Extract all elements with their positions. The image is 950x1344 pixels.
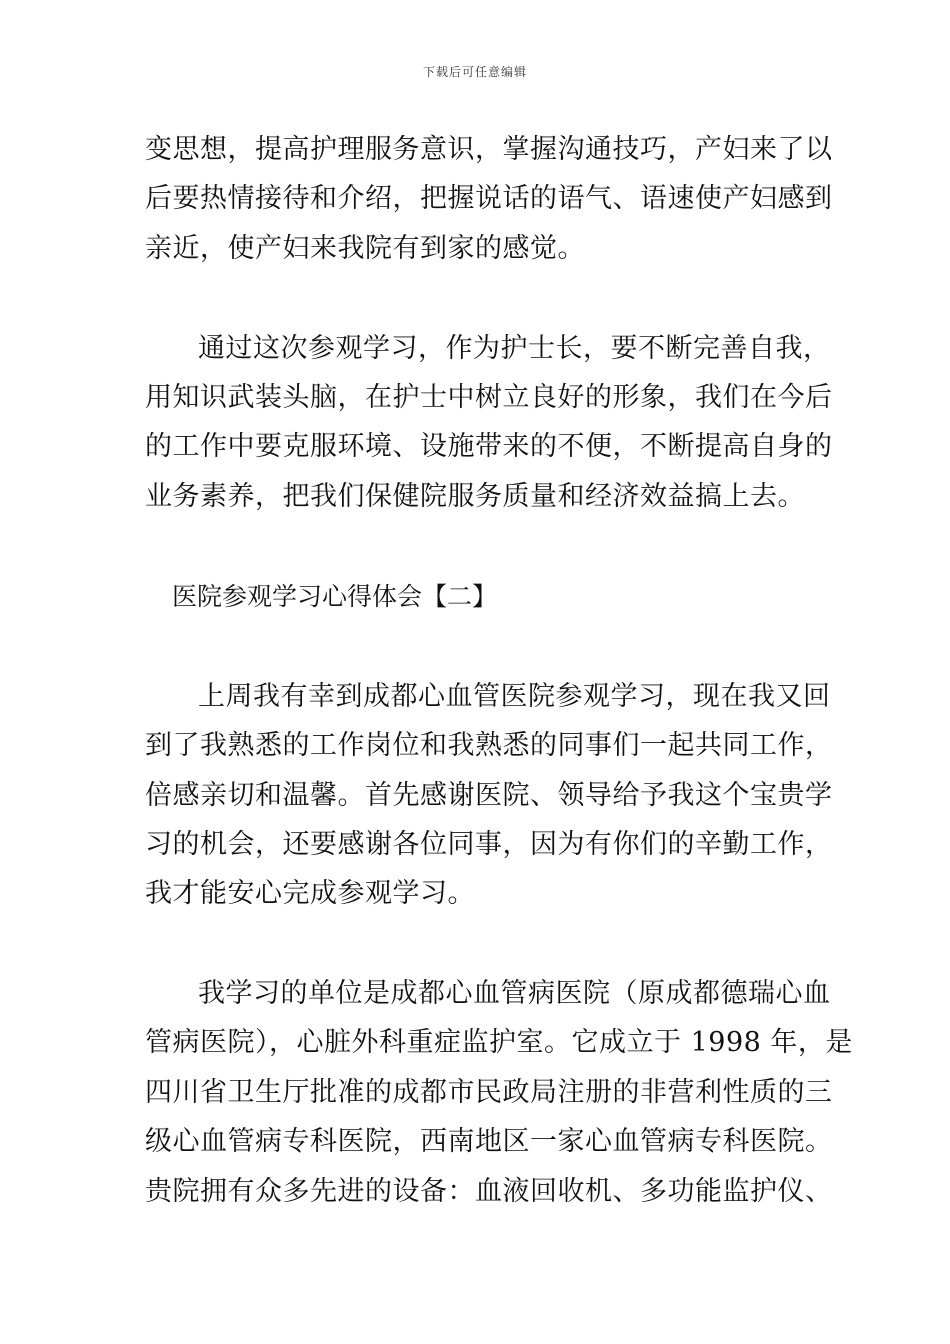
paragraph-1-line-2: 后要热情接待和介绍，把握说话的语气、语速使产妇感到: [145, 183, 833, 214]
paragraph-2-line-2: 用知识武装头脑，在护士中树立良好的形象，我们在今后: [145, 382, 833, 413]
paragraph-1-line-1: 变思想，提高护理服务意识，掌握沟通技巧，产妇来了以: [145, 134, 833, 165]
paragraph-4-line-4: 级心血管病专科医院，西南地区一家心血管病专科医院。: [145, 1126, 833, 1157]
header-note: 下载后可任意编辑: [422, 65, 527, 79]
paragraph-4-line-2: 管病医院），心脏外科重症监护室。它成立于 1998 年，是: [145, 1027, 853, 1058]
paragraph-4-line-3: 四川省卫生厅批准的成都市民政局注册的非营利性质的三: [145, 1077, 833, 1108]
paragraph-4-line-5: 贵院拥有众多先进的设备：血液回收机、多功能监护仪、: [145, 1176, 833, 1207]
paragraph-3-line-4: 习的机会，还要感谢各位同事，因为有你们的辛勤工作，: [145, 829, 833, 860]
paragraph-2-line-4: 业务素养，把我们保健院服务质量和经济效益搞上去。: [145, 481, 805, 512]
paragraph-3-line-1: 上周我有幸到成都心血管医院参观学习，现在我又回: [198, 681, 831, 712]
paragraph-3-line-5: 我才能安心完成参观学习。: [145, 878, 475, 909]
paragraph-2-line-3: 的工作中要克服环境、设施带来的不便，不断提高自身的: [145, 431, 833, 462]
section-heading: 医院参观学习心得体会【二】: [172, 582, 498, 611]
paragraph-3-line-3: 倍感亲切和温馨。首先感谢医院、领导给予我这个宝贵学: [145, 780, 833, 811]
paragraph-4-line-1: 我学习的单位是成都心血管病医院（原成都德瑞心血: [198, 978, 831, 1009]
paragraph-2-line-1: 通过这次参观学习，作为护士长，要不断完善自我，: [198, 333, 831, 364]
paragraph-1-line-3: 亲近，使产妇来我院有到家的感觉。: [145, 233, 585, 264]
paragraph-3-line-2: 到了我熟悉的工作岗位和我熟悉的同事们一起共同工作，: [145, 730, 833, 761]
